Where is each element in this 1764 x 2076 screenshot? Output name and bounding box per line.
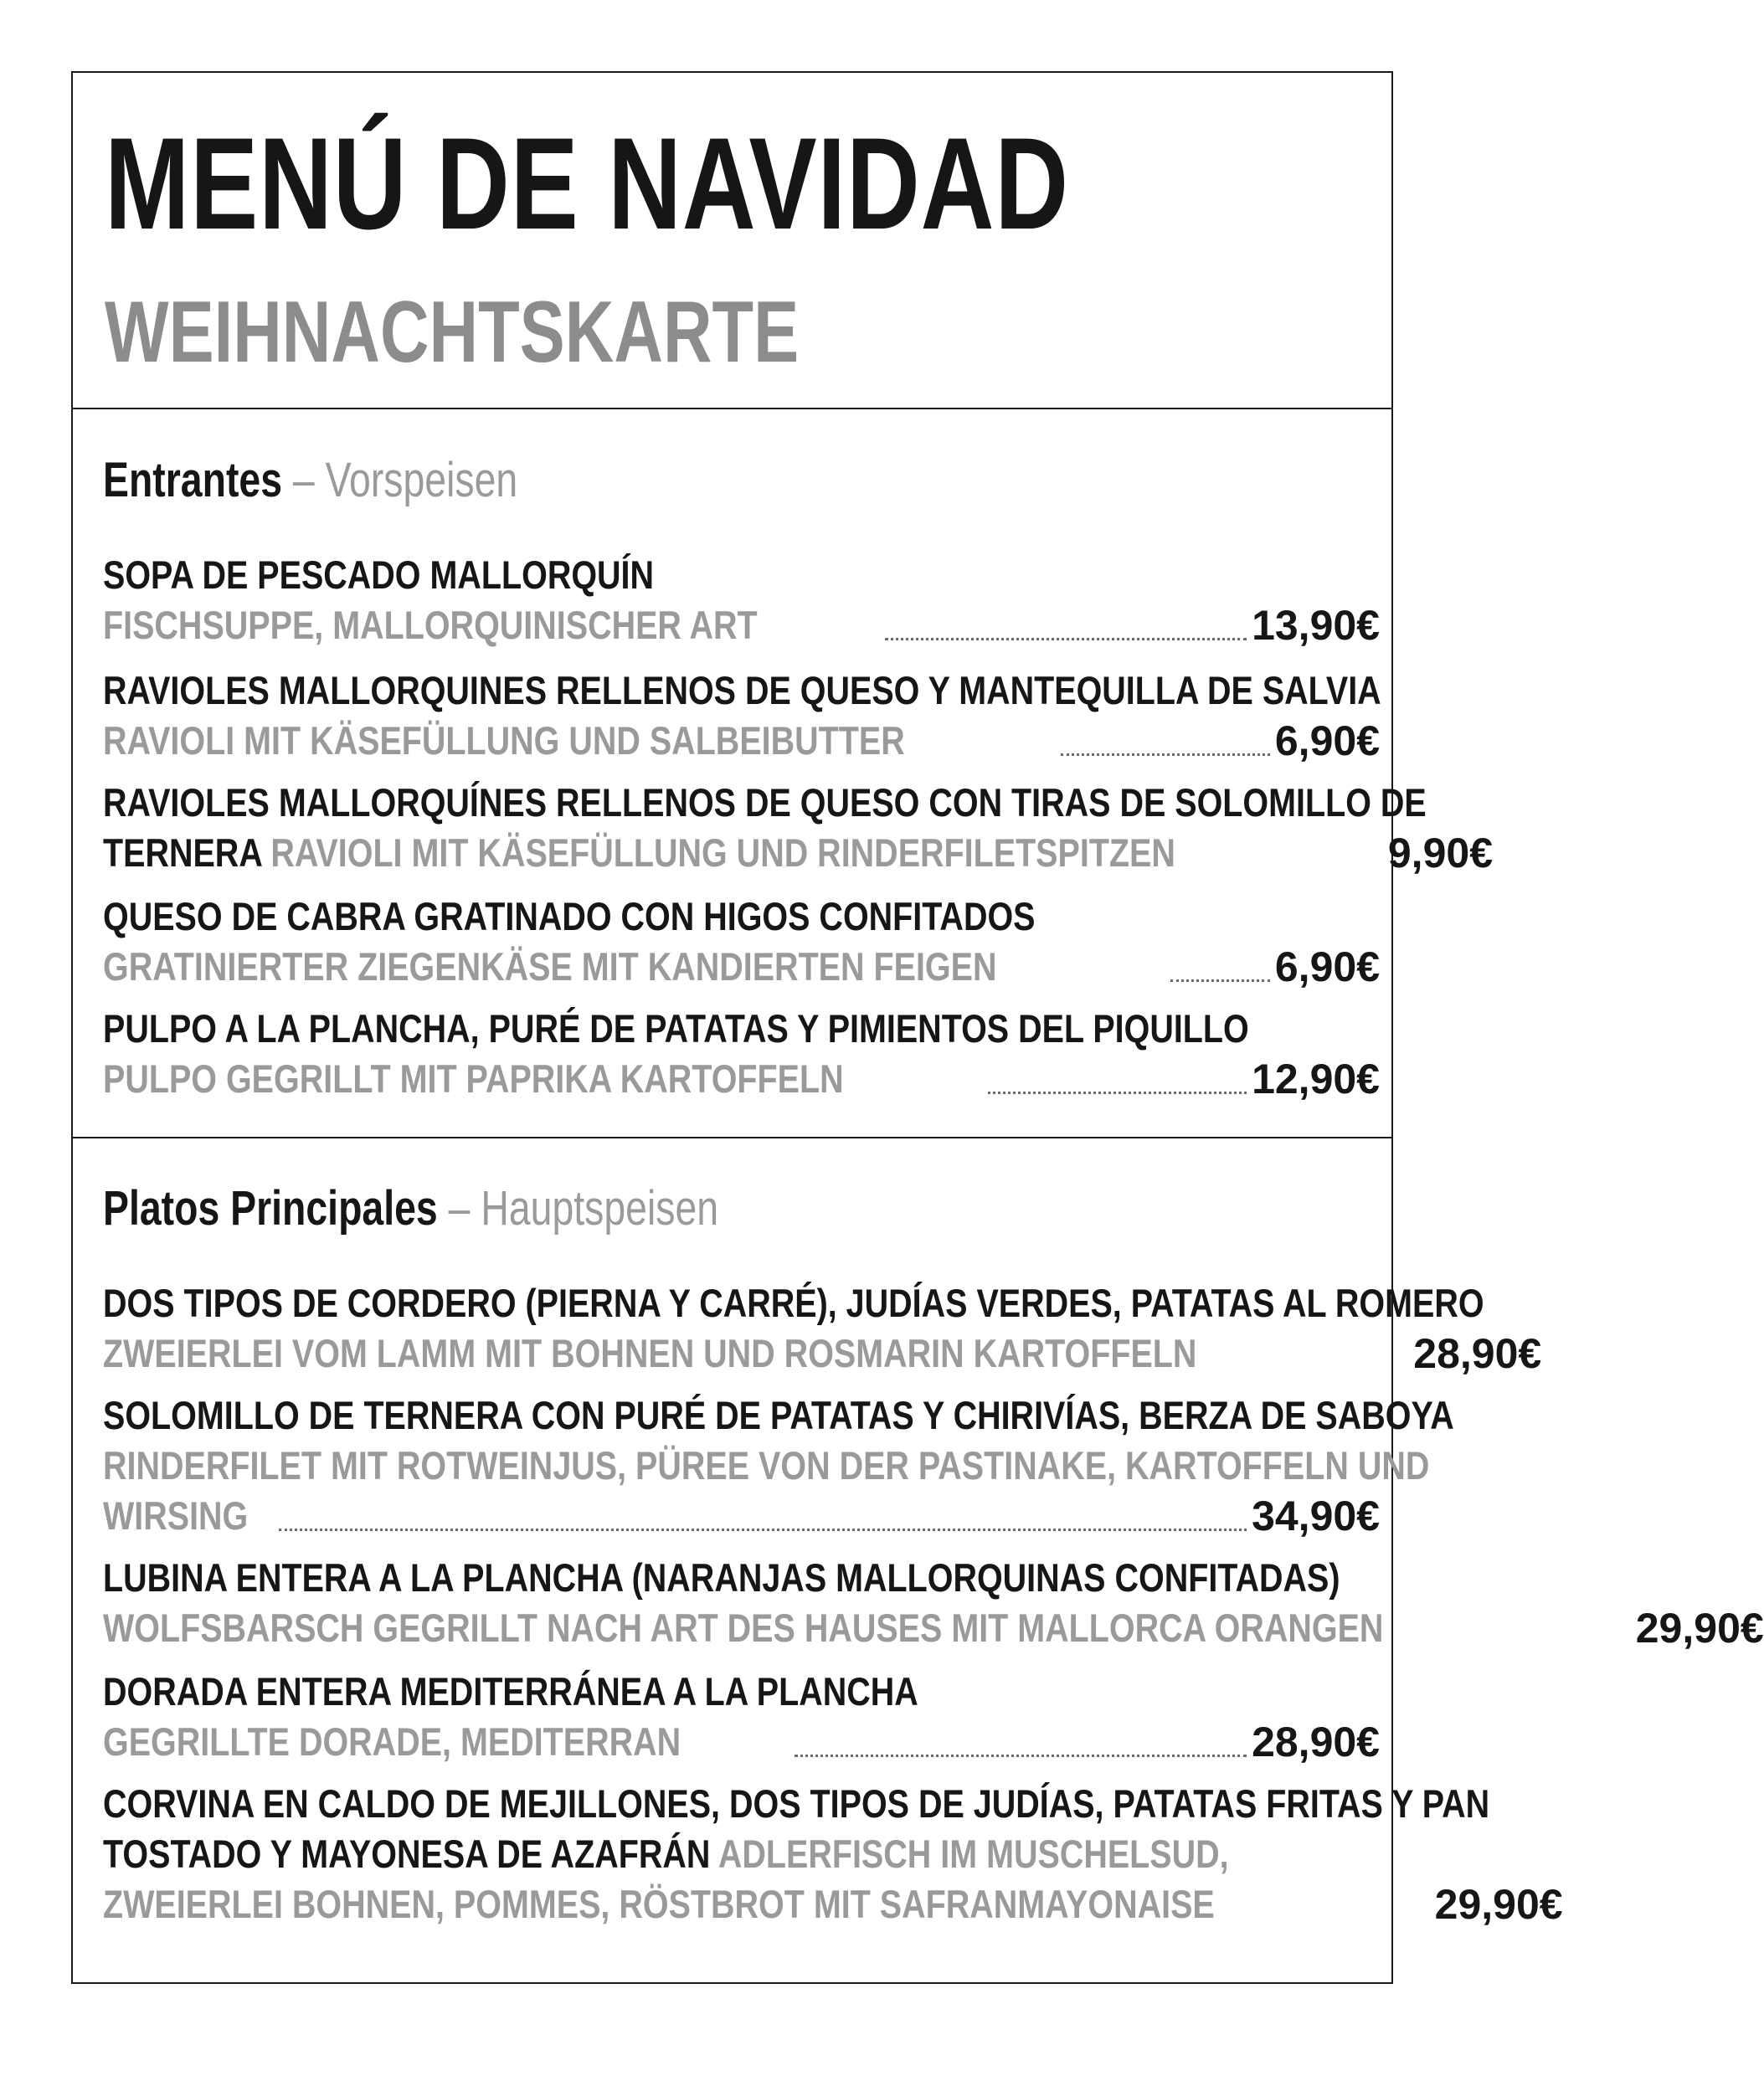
item-name-es-continued: TOSTADO Y MAYONESA DE AZAFRÁN — [103, 1832, 711, 1876]
item-name-es: RAVIOLES MALLORQUINES RELLENOS DE QUESO Y MANTEQUILLA DE SALVIA — [103, 668, 1381, 712]
dot-leader — [988, 1092, 1247, 1094]
item-name-es: SOLOMILLO DE TERNERA CON PURÉ DE PATATAS Y CHIRIVÍAS, BERZA DE SABOYA — [103, 1393, 1454, 1437]
item-name-de: WOLFSBARSCH GEGRILLT NACH ART DES HAUSES MIT MALLORCA ORANGEN — [103, 1606, 1384, 1650]
section-divider — [73, 1137, 1391, 1138]
menu-item — [103, 778, 1493, 878]
mains-heading-de: Hauptspeisen — [481, 1181, 719, 1236]
mains-heading-es: Platos Principales — [103, 1181, 438, 1236]
item-name-de: RINDERFILET MIT ROTWEINJUS, PÜREE VON DER PASTINAKE, KARTOFFELN UND — [103, 1443, 1430, 1488]
item-price-row — [103, 942, 1380, 992]
starters-heading-es: Entrantes — [103, 453, 283, 507]
item-price: 28,90€ — [1413, 1330, 1542, 1377]
item-inline-text — [103, 828, 1175, 878]
item-name-de: ADLERFISCH IM MUSCHELSUD, — [717, 1832, 1229, 1876]
dot-leader — [279, 1529, 1247, 1531]
mains-heading-separator: – — [448, 1181, 471, 1236]
item-name-de: GEGRILLTE DORADE, MEDITERRAN — [103, 1719, 681, 1764]
item-name-de-continued: WIRSING — [103, 1493, 249, 1538]
item-price: 34,90€ — [1252, 1493, 1380, 1539]
item-price: 9,90€ — [1387, 830, 1493, 876]
item-name-de: ZWEIERLEI VOM LAMM MIT BOHNEN UND ROSMARIN KARTOFFELN — [103, 1331, 1197, 1375]
dot-leader — [795, 1755, 1247, 1757]
item-name-es: DOS TIPOS DE CORDERO (PIERNA Y CARRÉ), JUDÍAS VERDES, PATATAS AL ROMERO — [103, 1281, 1484, 1325]
item-name-de-continued: ZWEIERLEI BOHNEN, POMMES, RÖSTBROT MIT SAFRANMAYONAISE — [103, 1882, 1215, 1926]
item-name-de: FISCHSUPPE, MALLORQUINISCHER ART — [103, 603, 758, 647]
mains-heading — [103, 1181, 719, 1236]
item-name-es-continued: TERNERA — [103, 830, 262, 875]
item-price: 29,90€ — [1635, 1605, 1764, 1652]
item-name-es: DORADA ENTERA MEDITERRÁNEA A LA PLANCHA — [103, 1669, 918, 1714]
menu-item — [103, 1553, 1764, 1653]
menu-item — [103, 665, 1380, 766]
menu-item — [103, 1004, 1380, 1104]
item-name-es: PULPO A LA PLANCHA, PURÉ DE PATATAS Y PIMIENTOS DEL PIQUILLO — [103, 1006, 1249, 1051]
starters-heading-de: Vorspeisen — [325, 453, 518, 507]
menu-item — [103, 1390, 1454, 1541]
page-subtitle: WEIHNACHTSKARTE — [105, 284, 800, 381]
menu-frame — [71, 71, 1764, 1984]
starters-heading-separator: – — [292, 453, 315, 507]
item-price-row — [103, 716, 1380, 766]
item-price: 29,90€ — [1434, 1881, 1563, 1928]
menu-item — [103, 1278, 1542, 1379]
item-price: 12,90€ — [1252, 1056, 1380, 1102]
menu-item — [103, 1667, 1380, 1767]
item-price: 6,90€ — [1274, 717, 1380, 764]
item-price-row — [103, 828, 1493, 878]
item-name-de: RAVIOLI MIT KÄSEFÜLLUNG UND SALBEIBUTTER — [103, 718, 905, 763]
item-price-row — [103, 1717, 1380, 1767]
item-price-row — [103, 1603, 1764, 1653]
page-title: MENÚ DE NAVIDAD — [105, 111, 1069, 257]
item-name-es: CORVINA EN CALDO DE MEJILLONES, DOS TIPOS DE JUDÍAS, PATATAS FRITAS Y PAN — [103, 1781, 1490, 1826]
item-name-es: QUESO DE CABRA GRATINADO CON HIGOS CONFITADOS — [103, 894, 1036, 938]
starters-heading — [103, 453, 518, 507]
dot-leader — [885, 638, 1247, 640]
item-price: 13,90€ — [1252, 602, 1380, 649]
item-name-de: RAVIOLI MIT KÄSEFÜLLUNG UND RINDERFILETSPITZEN — [270, 830, 1175, 875]
item-name-de: GRATINIERTER ZIEGENKÄSE MIT KANDIERTEN FEIGEN — [103, 944, 997, 989]
item-price: 28,90€ — [1252, 1719, 1380, 1765]
item-inline-text — [103, 1829, 1379, 1879]
menu-item — [103, 892, 1380, 992]
item-name-es: LUBINA ENTERA A LA PLANCHA (NARANJAS MALLORQUINAS CONFITADAS) — [103, 1555, 1340, 1600]
item-price-row — [103, 600, 1380, 650]
item-price-row — [103, 1054, 1380, 1104]
header-divider — [73, 408, 1391, 409]
dot-leader — [1061, 753, 1270, 756]
item-name-es: RAVIOLES MALLORQUÍNES RELLENOS DE QUESO CON TIRAS DE SOLOMILLO DE — [103, 780, 1427, 825]
item-name-de: PULPO GEGRILLT MIT PAPRIKA KARTOFFELN — [103, 1056, 844, 1101]
item-price-row — [103, 1491, 1380, 1541]
menu-item — [103, 1779, 1563, 1930]
menu-item — [103, 550, 1380, 650]
item-name-es: SOPA DE PESCADO MALLORQUÍN — [103, 552, 655, 597]
item-price-row — [103, 1328, 1542, 1379]
item-price: 6,90€ — [1274, 943, 1380, 990]
dot-leader — [1170, 979, 1270, 982]
item-price-row — [103, 1879, 1563, 1930]
